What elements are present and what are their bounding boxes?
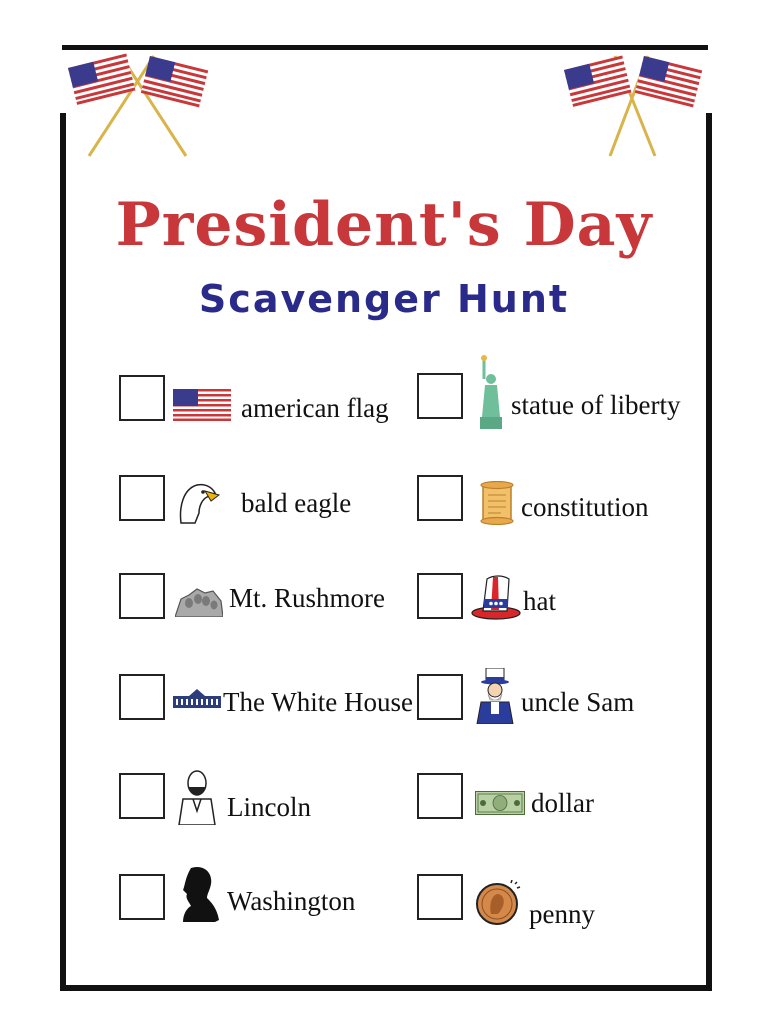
page-subtitle: Scavenger Hunt: [198, 277, 570, 321]
white-house-icon: [173, 686, 221, 708]
statue-of-liberty-icon: [475, 355, 507, 431]
us-flag-icon: [173, 389, 231, 421]
washington-silhouette-icon: [177, 864, 221, 924]
item-label: Washington: [227, 886, 356, 916]
item-label: uncle Sam: [521, 687, 635, 717]
dollar-bill-icon: [475, 791, 525, 815]
scroll-icon: [477, 481, 517, 525]
lincoln-icon: [177, 769, 217, 825]
item-label: statue of liberty: [511, 390, 681, 420]
item-label: Mt. Rushmore: [229, 583, 386, 613]
frame-border-bottom: [60, 985, 712, 991]
penny-icon: [473, 880, 521, 926]
page-title: President's Day: [115, 190, 653, 260]
checkbox[interactable]: [119, 674, 165, 720]
item-label: Lincoln: [227, 792, 311, 822]
checkbox[interactable]: [119, 773, 165, 819]
item-label: bald eagle: [241, 488, 352, 518]
checkbox[interactable]: [417, 874, 463, 920]
crossed-flags-icon: [66, 52, 216, 160]
item-label: The White House: [223, 687, 413, 717]
item-label: dollar: [531, 788, 594, 818]
bald-eagle-icon: [177, 479, 221, 525]
checkbox[interactable]: [417, 573, 463, 619]
checkbox[interactable]: [417, 674, 463, 720]
item-label: hat: [523, 586, 556, 616]
checkbox[interactable]: [417, 373, 463, 419]
uncle-sam-icon: [473, 668, 517, 724]
uncle-sam-hat-icon: [471, 573, 521, 621]
checkbox[interactable]: [417, 773, 463, 819]
frame-border-top: [62, 45, 708, 50]
checkbox[interactable]: [119, 475, 165, 521]
checkbox[interactable]: [119, 874, 165, 920]
checkbox[interactable]: [119, 573, 165, 619]
item-label: penny: [529, 899, 595, 929]
item-label: american flag: [241, 393, 389, 423]
checkbox[interactable]: [417, 475, 463, 521]
item-label: constitution: [521, 492, 649, 522]
crossed-flags-icon: [560, 52, 710, 160]
checkbox[interactable]: [119, 375, 165, 421]
mountain-icon: [175, 585, 223, 617]
